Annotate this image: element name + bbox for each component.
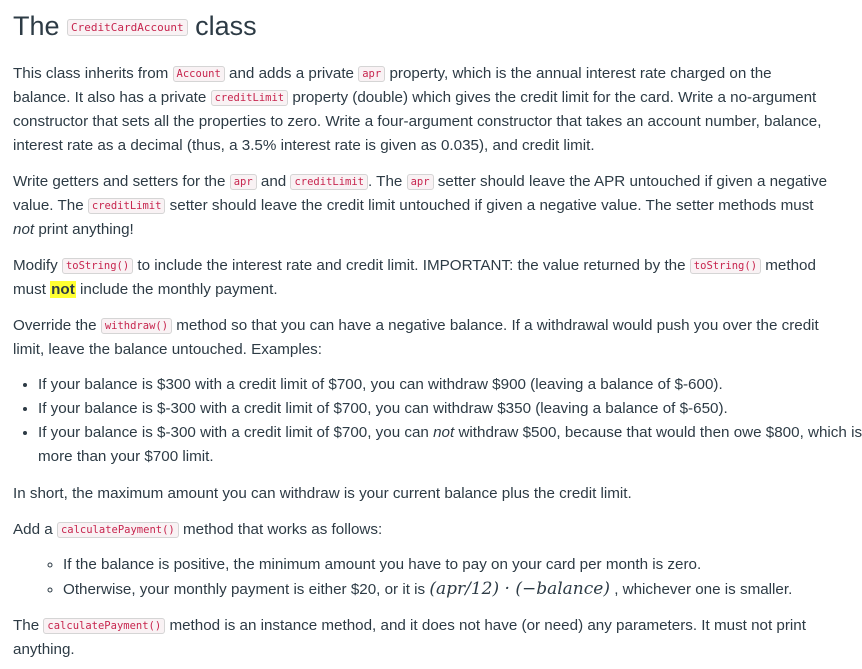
summary-paragraph: In short, the maximum amount you can withdraw is your current balance plus the credit limit. <box>13 485 632 502</box>
inline-code: toString() <box>690 258 761 274</box>
inline-code: creditLimit <box>290 174 368 190</box>
getters-setters-paragraph: Write getters and setters for the apr and creditLimit . The apr setter should leave the APR untouched if given a negative value. The creditLimit setter should leave the credit limit untouched if given a negative value. The setter methods must not print anything! <box>13 173 828 238</box>
withdraw-paragraph: Override the withdraw() method so that you can have a negative balance. If a withdrawal would push you over the credit limit, leave the balance untouched. Examples: <box>13 317 819 358</box>
list-item: • If your balance is $300 with a credit limit of $700, you can withdraw $900 (leaving a balance of $-600). <box>38 373 862 397</box>
inline-code: creditLimit <box>88 198 166 214</box>
page-title <box>13 0 862 52</box>
inline-code: apr <box>230 174 257 190</box>
calculate-paragraph: Add a calculatePayment() method that works as follows: <box>13 521 383 538</box>
inline-code: Account <box>173 66 225 82</box>
list-item: ◦ If the balance is positive, the minimum amount you have to pay on your card per month is zero. <box>63 553 862 577</box>
inline-code: toString() <box>62 258 133 274</box>
inline-code: withdraw() <box>101 318 172 334</box>
intro-paragraph: This class inherits from Account and adds a private apr property, which is the annual interest rate charged on the balance. It also has a private creditLimit property (double) which gives the credit limit for the card. Write a no-argument constructor that sets all the properties to zero. Write a four-argument constructor that takes an account number, balance, interest rate as a decimal (thus, a 3.5% interest rate is given as 0.035), and credit limit. <box>13 65 822 154</box>
list-item: ◦ Otherwise, your monthly payment is either $20, or it is (apr/12) · (−balance) , whichever one is smaller. <box>63 577 862 602</box>
payment-rules-list <box>13 553 862 602</box>
inline-code: creditLimit <box>211 90 289 106</box>
inline-code: apr <box>358 66 385 82</box>
emphasis: not <box>433 424 455 441</box>
tostring-paragraph: Modify toString() to include the interest rate and credit limit. IMPORTANT: the value returned by the toString() method must not include the monthly payment. <box>13 257 816 298</box>
emphasis: not <box>13 221 35 238</box>
list-item: • If your balance is $-300 with a credit limit of $700, you can withdraw $350 (leaving a balance of $-650). <box>38 397 862 421</box>
title-text-post: class <box>195 11 257 41</box>
instance-method-paragraph: The calculatePayment() method is an instance method, and it does not have (or need) any parameters. It must not print anything. <box>13 617 806 658</box>
payment-formula: (apr/12) · (−balance) <box>429 579 610 599</box>
examples-list <box>13 373 862 469</box>
inline-code: apr <box>407 174 434 190</box>
inline-code: calculatePayment() <box>57 522 179 538</box>
inline-code: calculatePayment() <box>43 618 165 634</box>
highlighted-not: not <box>51 281 75 298</box>
list-item: • If your balance is $-300 with a credit limit of $700, you can not withdraw $500, because that would then owe $800, which is more than your $700 limit. <box>38 421 862 469</box>
title-text-pre: The <box>13 11 60 41</box>
class-name-code: CreditCardAccount <box>67 19 188 36</box>
